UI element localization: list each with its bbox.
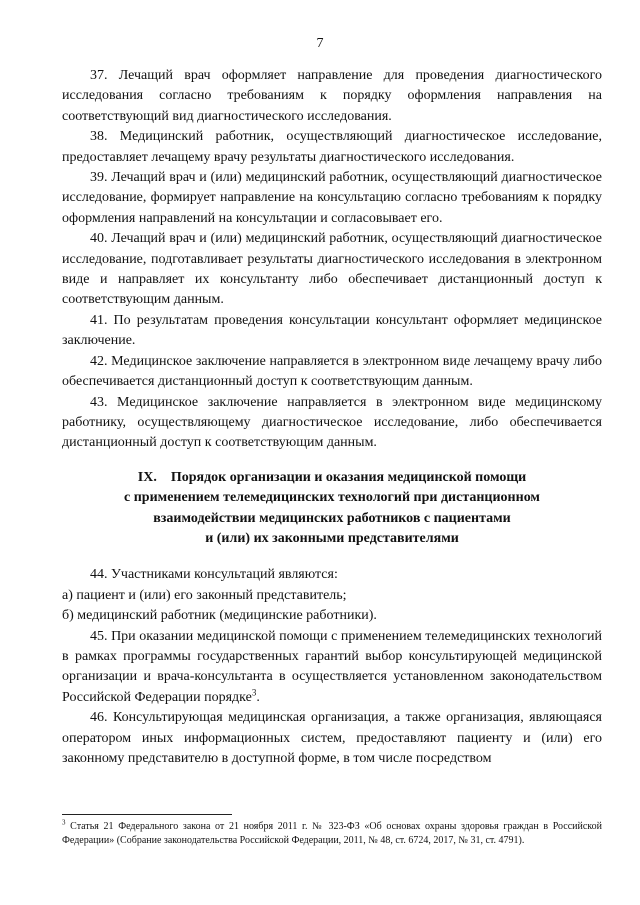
section-title-part1: Порядок организации и оказания медицинской помощи	[170, 469, 527, 485]
footnote	[62, 820, 602, 848]
footnote-mark: 3	[62, 818, 66, 827]
document-body	[62, 66, 602, 769]
paragraph-41: 41. По результатам проведения консультации консультант оформляет медицинское заключение.	[62, 312, 602, 349]
paragraph-43: 43. Медицинское заключение направляется в электронном виде медицинскому работнику, осуществляющему диагностическое исследование, либо обеспечивается дистанционный доступ к соответствующим данным.	[62, 394, 602, 451]
paragraph-45-text: 45. При оказании медицинской помощи с применением телемедицинских технологий в рамках программы государственных гарантий выбор консультирующей медицинской организации и врача-консультанта в осуществляется установленном законодательством Российской Федерации порядке	[62, 628, 602, 705]
paragraph-39: 39. Лечащий врач и (или) медицинский работник, осуществляющий диагностическое исследование, формирует направление на консультацию согласно требованиям к порядку оформления направлений на консультации и согласовывает его.	[62, 170, 602, 226]
page-number: 7	[316, 36, 324, 51]
section-heading-line1	[62, 468, 602, 488]
paragraph-40: 40. Лечащий врач и (или) медицинский работник, осуществляющий диагностическое исследование, подготавливает результаты диагностического исследования в электронном виде и направляет их консультанту либо обеспечивает дистанционный доступ к соответствующим данным.	[62, 231, 602, 308]
paragraph-37: 37. Лечащий врач оформляет направление для проведения диагностического исследования согласно требованиям к порядку оформления направления на соответствующий вид диагностического исследования.	[62, 68, 602, 124]
paragraph-44: 44. Участниками консультаций являются:	[90, 567, 338, 583]
paragraph-46: 46. Консультирующая медицинская организация, а также организация, являющаяся оператором иных информационных систем, предоставляют пациенту и (или) его законному представителю в доступной форме, в том числе посредством	[62, 710, 602, 766]
list-item-a: а) пациент и (или) его законный представитель;	[62, 587, 347, 603]
section-number: IX.	[137, 469, 157, 485]
paragraph-38: 38. Медицинский работник, осуществляющий диагностическое исследование, предоставляет лечащему врачу результаты диагностического исследования.	[62, 129, 602, 165]
section-heading-line3: взаимодействии медицинских работников с пациентами	[153, 510, 511, 526]
section-heading	[62, 468, 602, 550]
paragraph-45	[62, 627, 602, 709]
paragraph-45-end: .	[256, 689, 260, 705]
footnote-text: Статья 21 Федерального закона от 21 ноября 2011 г. № 323-ФЗ «Об основах охраны здоровья граждан в Российской Федерации» (Собрание законодательства Российской Федерации, 2011, № 48, ст. 6724, 2017, № 31, ст. 4791).	[62, 821, 603, 846]
section-heading-line2: с применением телемедицинских технологий при дистанционном	[124, 490, 540, 506]
list-item-b: б) медицинский работник (медицинские работники).	[62, 608, 377, 624]
footnote-reference: 3	[251, 687, 257, 698]
section-heading-line4: и (или) их законными представителями	[205, 530, 459, 546]
footnote-divider	[62, 814, 232, 815]
paragraph-42: 42. Медицинское заключение направляется в электронном виде лечащему врачу либо обеспечивается дистанционный доступ к соответствующим данным.	[62, 353, 602, 390]
